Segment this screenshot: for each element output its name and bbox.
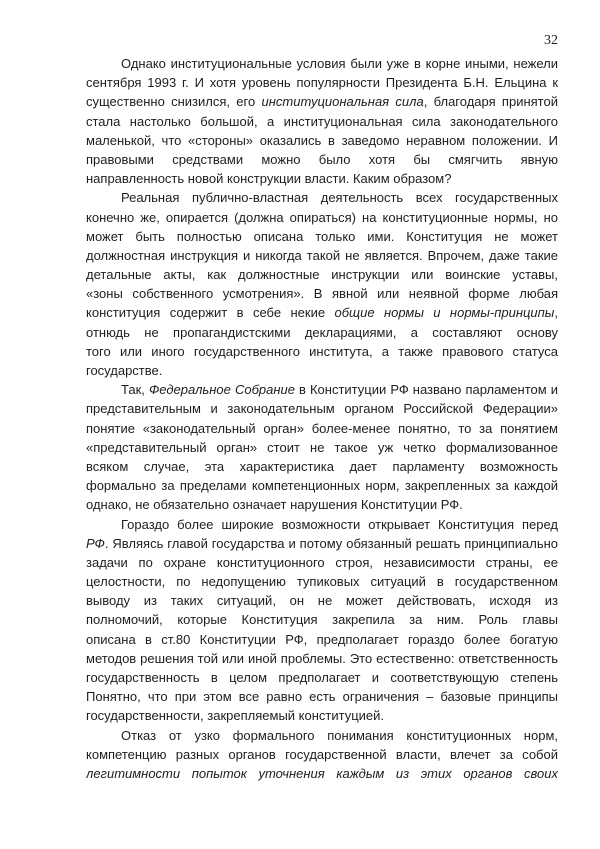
text-line xyxy=(86,515,558,534)
text-run: формально за пределами компетенционных норм, закрепленных за каждой xyxy=(86,478,558,494)
italic-text: институциональная сила xyxy=(261,94,424,110)
text-run: сентября 1993 г. И хотя уровень популярности Президента Б.Н. Ельцина к xyxy=(86,75,558,91)
text-run: государственности, закрепляемый конституцией. xyxy=(86,708,385,724)
text-line xyxy=(86,112,558,131)
text-run: направленность новой конструкции власти. Каким образом? xyxy=(86,171,452,187)
text-line xyxy=(86,572,558,591)
document-body xyxy=(86,54,558,783)
text-run: Однако институциональные условия были уже в корне иными, нежели xyxy=(121,56,558,71)
text-run: Понятно, что при этом все равно есть ограничения – базовые принципы xyxy=(86,689,558,705)
text-run: того или иного государственного института, а также правового статуса xyxy=(86,343,558,359)
text-line xyxy=(86,323,558,342)
italic-text: РФ xyxy=(86,535,105,551)
text-line xyxy=(86,630,558,649)
text-run: «зоны собственного усмотрения». В явной или неявной форме любая xyxy=(86,286,558,302)
text-run: Реальная публично-властная деятельность всех государственных xyxy=(121,190,558,206)
text-line xyxy=(86,380,558,399)
text-run: целостности, по недопущению тупиковых ситуаций в государственном xyxy=(86,574,558,590)
italic-text: легитимности попыток уточнения каждым из этих органов своих xyxy=(86,765,558,781)
text-line xyxy=(86,342,558,361)
text-line xyxy=(86,227,558,246)
text-run: . Являясь главой государства и потому обязанный решать принципиально xyxy=(104,535,558,551)
text-run: в Конституции РФ названо парламентом и xyxy=(299,382,558,398)
text-line xyxy=(86,208,558,227)
text-run: детальные акты, как должностные инструкции или воинские уставы, xyxy=(86,267,558,283)
text-run: правовыми средствами можно было хотя бы смягчить явную xyxy=(86,151,558,167)
text-line xyxy=(86,246,558,265)
page-number: 32 xyxy=(544,33,558,48)
text-line xyxy=(86,534,558,553)
text-run: понятие «законодательный орган» более-менее понятно, то за понятием xyxy=(86,420,558,436)
text-line xyxy=(86,745,558,764)
text-run: Гораздо более широкие возможности открывает Конституция перед xyxy=(121,516,558,532)
text-run: государстве. xyxy=(86,363,163,378)
text-run: , благодаря принятой xyxy=(423,94,558,110)
text-run: должностная инструкция и никогда такой не является. Впрочем, даже такие xyxy=(86,247,558,263)
text-line xyxy=(86,457,558,476)
text-line xyxy=(86,303,558,322)
text-line xyxy=(86,284,558,303)
text-line xyxy=(86,591,558,610)
text-line xyxy=(86,169,558,188)
text-run: , xyxy=(554,305,558,321)
text-run: всяком случае, эта характеристика дает парламенту возможность xyxy=(86,458,558,474)
text-run: может быть полностью описана только ими. Конституция не может xyxy=(86,228,558,244)
paragraph xyxy=(86,380,558,514)
text-run: Так, xyxy=(121,382,149,398)
text-line xyxy=(86,438,558,457)
paragraph xyxy=(86,54,558,188)
text-run: конституция содержит в себе некие xyxy=(86,305,335,321)
text-line xyxy=(86,419,558,438)
text-line xyxy=(86,610,558,629)
text-line xyxy=(86,726,558,745)
text-line xyxy=(86,706,558,725)
text-run: Отказ от узко формального понимания конституционных норм, xyxy=(121,727,558,743)
text-line xyxy=(86,188,558,207)
text-line xyxy=(86,687,558,706)
text-line xyxy=(86,764,558,783)
text-line xyxy=(86,73,558,92)
text-run: «представительный орган» стоит не такое уж четко формализованное xyxy=(86,439,558,455)
text-run: компетенцию разных органов государственной власти, влечет за собой xyxy=(86,746,558,762)
text-line xyxy=(86,668,558,687)
text-run: задачи по охране конституционного строя, независимости страны, ее xyxy=(86,554,558,570)
text-run: описана в ст.80 Конституции РФ, предполагает гораздо более богатую xyxy=(86,631,558,647)
italic-text: Федеральное Собрание xyxy=(148,382,295,398)
text-run: существенно снизился, его xyxy=(86,94,262,110)
text-line xyxy=(86,265,558,284)
text-line xyxy=(86,649,558,668)
text-line xyxy=(86,131,558,150)
text-run: стала настолько большой, а институциональная сила законодательного xyxy=(86,113,558,129)
paragraph xyxy=(86,515,558,726)
text-run: отнюдь не пропагандистскими декларациями, а составляют основу xyxy=(86,324,558,340)
text-line xyxy=(86,495,558,514)
italic-text: общие нормы и нормы-принципы xyxy=(334,305,555,321)
text-run: выводу из таких ситуаций, он не может действовать, исходя из xyxy=(86,593,558,609)
text-run: методов решения той или иной проблемы. Это естественно: ответственность xyxy=(86,650,558,666)
paragraph xyxy=(86,726,558,784)
text-run: государственность в целом предполагает и соответствующую степень xyxy=(86,670,558,685)
text-run: полномочий, которые Конституция закрепила за ним. Роль главы xyxy=(86,612,558,628)
text-run: маленькой, что «стороны» оказались в заведомо неравном положении. И xyxy=(86,132,558,148)
text-line xyxy=(86,361,558,380)
text-run: однако, не обязательно означает нарушения Конституции РФ. xyxy=(86,497,463,513)
text-line xyxy=(86,92,558,111)
text-line xyxy=(86,476,558,495)
text-run: конечно же, опирается (должна опираться) на конституционные нормы, но xyxy=(86,209,558,225)
text-line xyxy=(86,54,558,73)
paragraph xyxy=(86,188,558,380)
text-line xyxy=(86,399,558,418)
text-run: представительным и законодательным органом Российской Федерации» xyxy=(86,401,558,417)
text-line xyxy=(86,553,558,572)
text-line xyxy=(86,150,558,169)
